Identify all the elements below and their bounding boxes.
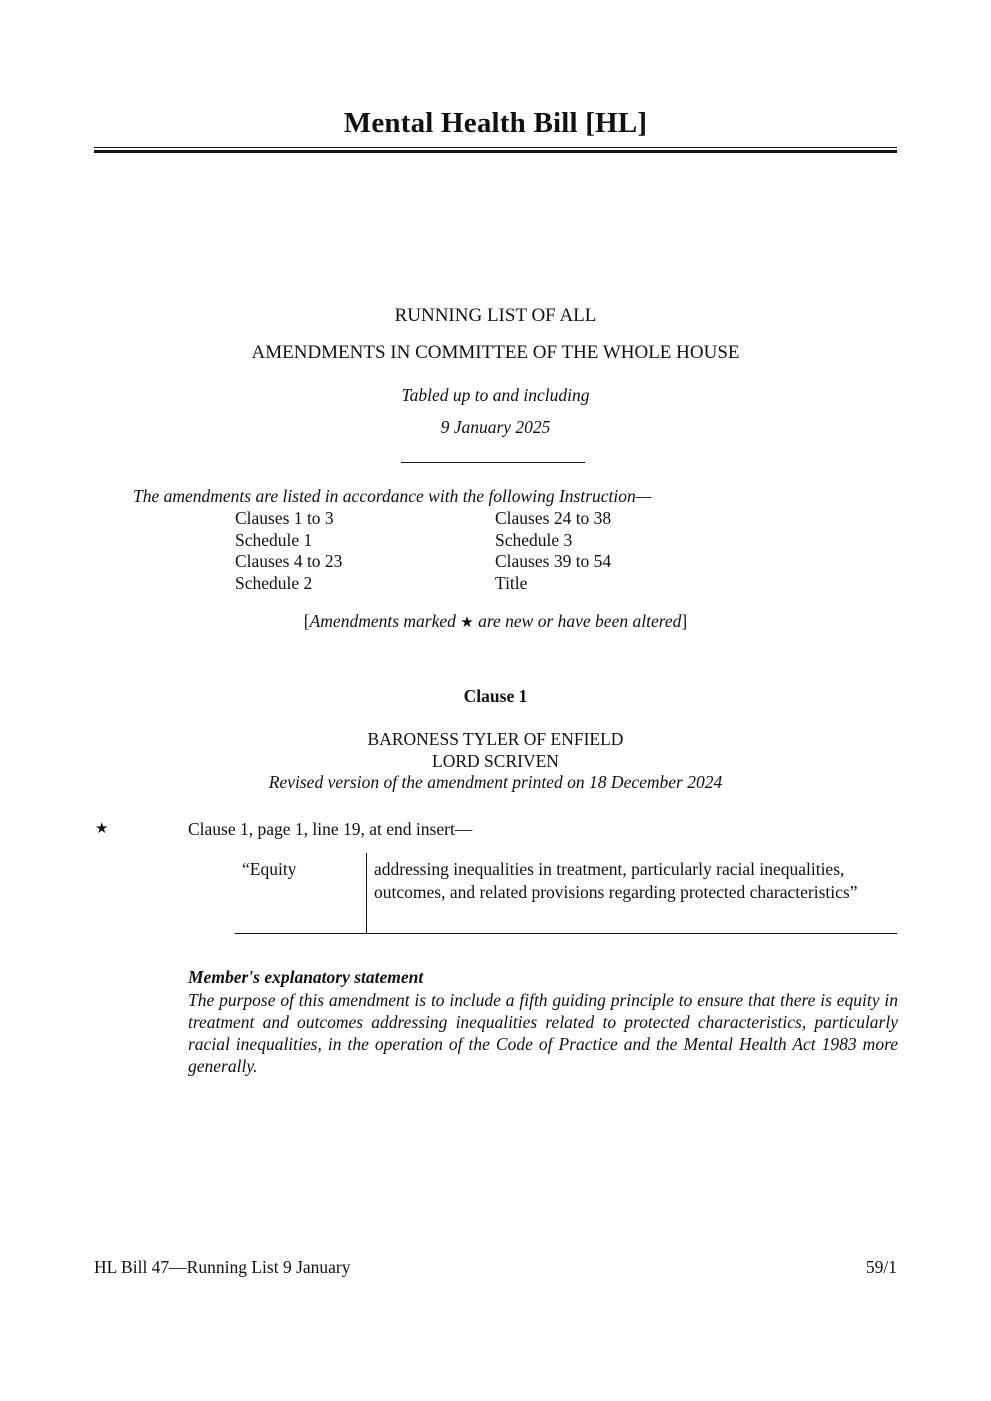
instruction-column-1 bbox=[235, 508, 342, 594]
title-rule-thick bbox=[94, 150, 897, 153]
instruction-text: The amendments are listed in accordance with the following Instruction— bbox=[133, 486, 652, 506]
inserted-text-table bbox=[235, 853, 897, 934]
document-title: Mental Health Bill [HL] bbox=[343, 107, 648, 139]
inserted-definition: addressing inequalities in treatment, particularly racial inequalities, outcomes, and related provisions regarding protected characteristics” bbox=[374, 859, 858, 902]
intro-line-2: AMENDMENTS IN COMMITTEE OF THE WHOLE HOUSE bbox=[251, 342, 740, 363]
star-icon: ★ bbox=[460, 615, 474, 631]
sponsor-name: BARONESS TYLER OF ENFIELD bbox=[367, 729, 624, 749]
instruction-item: Clauses 1 to 3 bbox=[235, 508, 334, 528]
instruction-column-2 bbox=[495, 508, 611, 594]
instruction-item: Clauses 24 to 38 bbox=[495, 508, 612, 528]
amendment-instruction: Clause 1, page 1, line 19, at end insert— bbox=[188, 819, 473, 839]
instruction-item: Clauses 4 to 23 bbox=[235, 551, 343, 571]
instruction-item: Schedule 1 bbox=[235, 529, 313, 550]
note-text: Amendments marked bbox=[309, 611, 461, 631]
star-note bbox=[0, 611, 991, 632]
instruction-item: Schedule 3 bbox=[495, 529, 573, 550]
title-rule-thin bbox=[94, 147, 897, 148]
clause-heading: Clause 1 bbox=[463, 686, 528, 706]
instruction-item: Clauses 39 to 54 bbox=[495, 551, 612, 571]
inserted-term: “Equity bbox=[235, 853, 367, 933]
instruction-item: Title bbox=[495, 572, 528, 593]
intro-line-1: RUNNING LIST OF ALL bbox=[394, 305, 597, 326]
footer-bill-reference: HL Bill 47—Running List 9 January bbox=[94, 1257, 351, 1277]
star-icon: ★ bbox=[95, 821, 109, 837]
instruction-item: Schedule 2 bbox=[235, 572, 313, 593]
explanatory-body: The purpose of this amendment is to include a fifth guiding principle to ensure that there is equity in treatment and outcomes addressing inequalities related to protected characteristics, particularly racial inequalities, in the operation of the Code of Practice and the Mental Health Act 1983 more generally. bbox=[188, 990, 898, 1076]
section-divider bbox=[401, 462, 585, 463]
tabled-text: Tabled up to and including bbox=[401, 385, 590, 405]
revision-note: Revised version of the amendment printed on 18 December 2024 bbox=[268, 772, 723, 792]
bracket-close: ] bbox=[681, 611, 688, 631]
explanatory-heading: Member's explanatory statement bbox=[188, 967, 424, 987]
footer-page-number: 59/1 bbox=[865, 1257, 897, 1277]
note-text: are new or have been altered bbox=[473, 611, 682, 631]
sponsor-list bbox=[0, 729, 991, 794]
bracket-open: [ bbox=[303, 611, 310, 631]
sponsor-name: LORD SCRIVEN bbox=[432, 750, 559, 771]
tabled-date: 9 January 2025 bbox=[440, 417, 551, 437]
